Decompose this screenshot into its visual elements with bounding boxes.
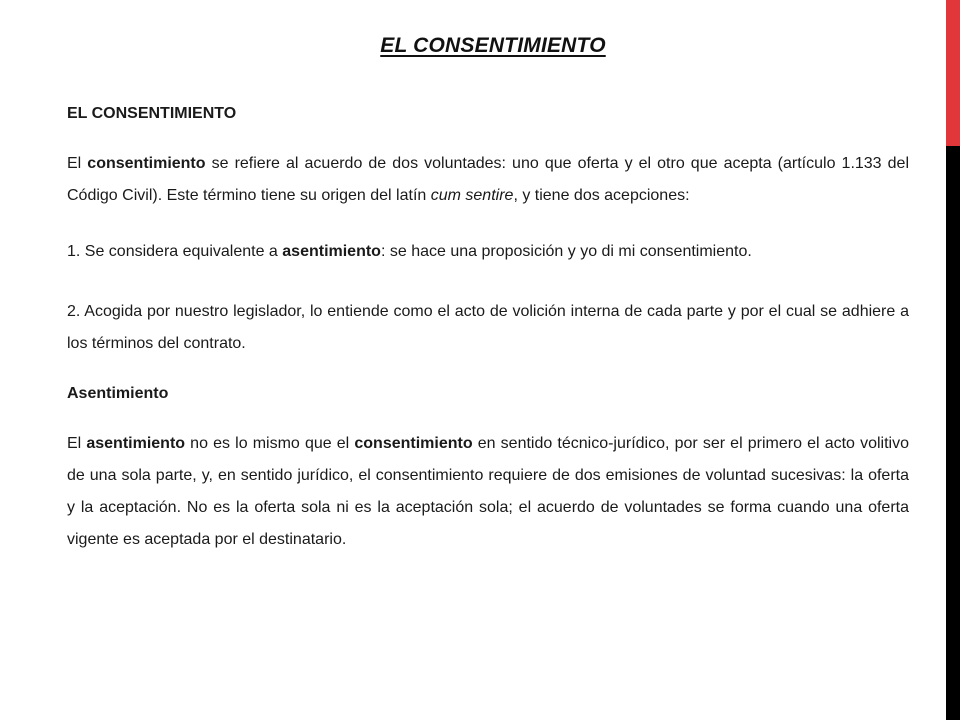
text-run: El xyxy=(67,435,87,452)
bold-term: consentimiento xyxy=(87,155,206,172)
paragraph-asentimiento xyxy=(67,428,909,556)
slide-content xyxy=(67,98,909,556)
paragraph-definition xyxy=(67,148,909,212)
list-item-1 xyxy=(67,236,909,268)
text-run: 1. Se considera equivalente a xyxy=(67,243,283,260)
section-heading-asentimiento: Asentimiento xyxy=(67,385,169,402)
text-run: no es lo mismo que el xyxy=(185,435,355,452)
text-run: : se hace una proposición y yo di mi consentimiento. xyxy=(380,243,752,260)
slide-title: EL CONSENTIMIENTO xyxy=(380,34,606,57)
section-heading-consentimiento: EL CONSENTIMIENTO xyxy=(67,105,237,122)
bold-term: asentimiento xyxy=(282,243,381,260)
text-run: se refiere al acuerdo de dos voluntades: uno que oferta y el otro que acepta (artículo 1.133 del Código Civil). Este término tiene su origen del latín xyxy=(67,155,909,204)
text-run: , y tiene dos acepciones: xyxy=(513,187,690,204)
side-accent-bar-red xyxy=(946,0,960,146)
text-run: El xyxy=(67,155,88,172)
list-item-2: 2. Acogida por nuestro legislador, lo entiende como el acto de volición interna de cada parte y por el cual se adhiere a los términos del contrato. xyxy=(67,303,909,352)
bold-term: asentimiento xyxy=(86,435,186,452)
text-run: en sentido técnico-jurídico, por ser el primero el acto volitivo de una sola parte, y, en sentido jurídico, el consentimiento requiere de dos emisiones de voluntad sucesivas: la oferta y la aceptación. No es la oferta sola ni es la aceptación sola; el acuerdo de voluntades se forma cuando una oferta vigente es aceptada por el destinatario. xyxy=(67,435,909,548)
italic-term: cum sentire xyxy=(430,187,514,204)
bold-term: consentimiento xyxy=(354,435,473,452)
